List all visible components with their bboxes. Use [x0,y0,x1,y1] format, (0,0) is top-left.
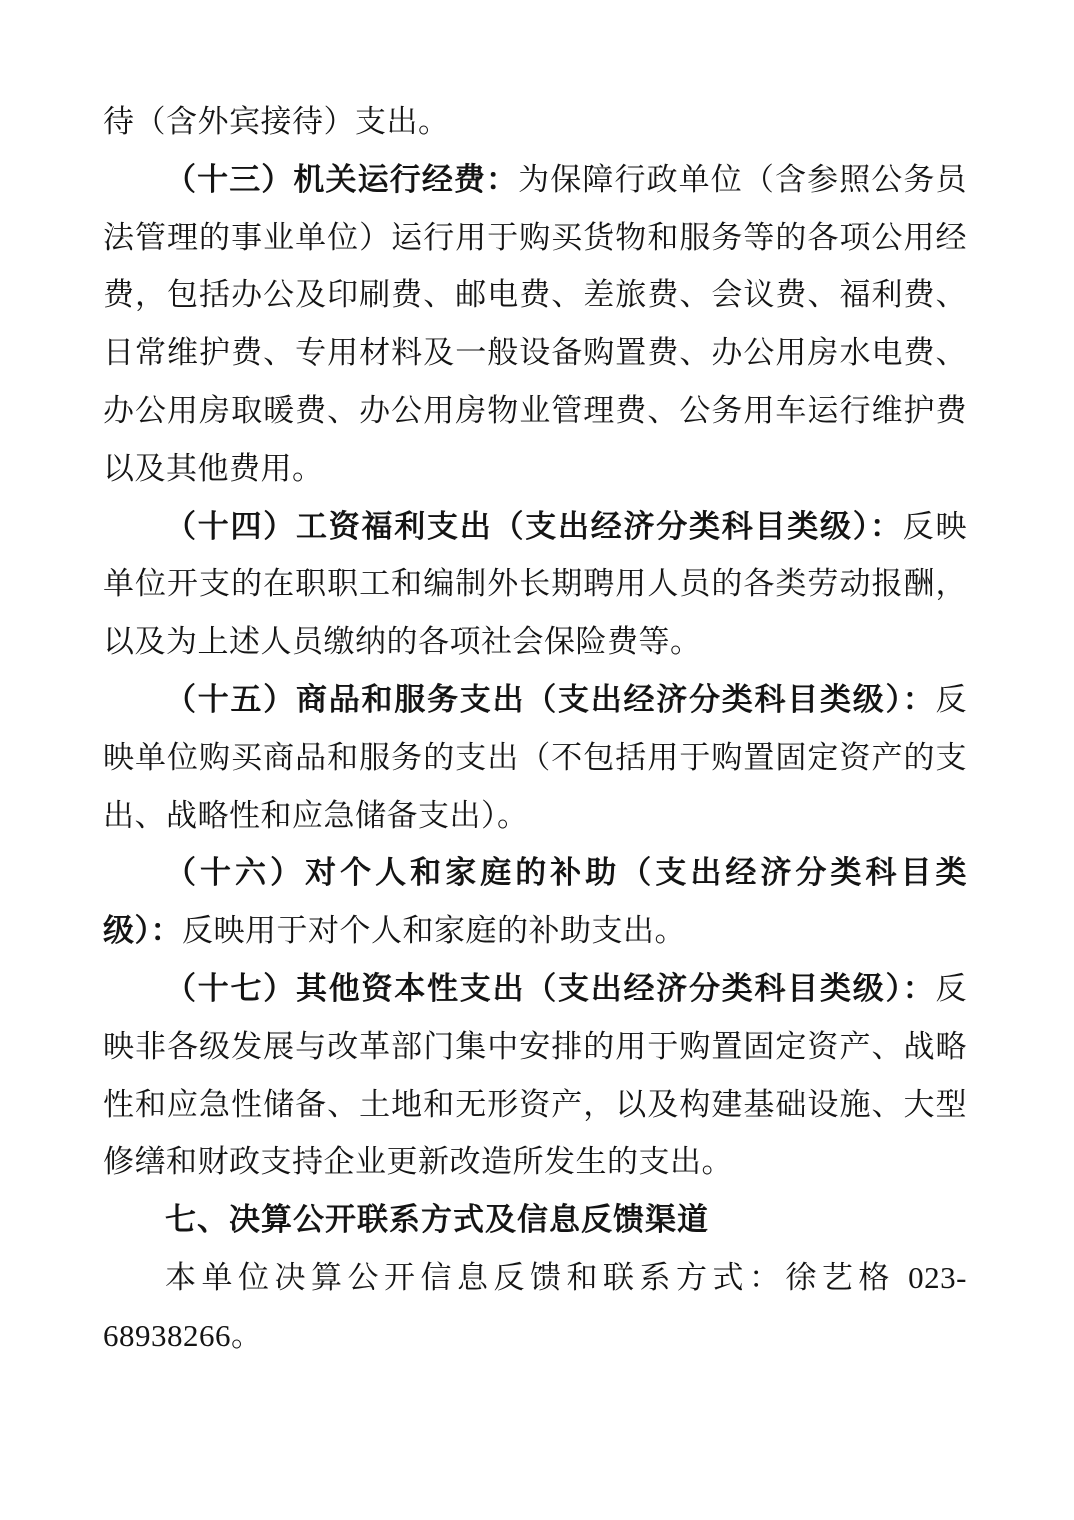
paragraph-body: 反映非各级发展与改革部门集中安排的用于购置固定资产、战略性和应急性储备、土地和无形资产，以及构建基础设施、大型修缮和财政支持企业更新改造所发生的支出。 [103,970,967,1180]
paragraph-14 [103,498,967,671]
contact-line [103,1249,967,1365]
paragraph-15 [103,671,967,844]
document-body [103,93,967,1365]
paragraph-lead: （十三）机关运行经费： [165,161,519,197]
section-heading-text: 七、决算公开联系方式及信息反馈渠道 [165,1202,709,1238]
paragraph-16 [103,844,967,960]
paragraph-body: 为保障行政单位（含参照公务员法管理的事业单位）运行用于购买货物和服务等的各项公用经费，包括办公及印刷费、邮电费、差旅费、会议费、福利费、日常维护费、专用材料及一般设备购置费、办公用房水电费、办公用房取暖费、办公用房物业管理费、公务用车运行维护费以及其他费用。 [103,161,968,486]
paragraph-continuation [103,93,967,151]
paragraph-lead: （十四）工资福利支出（支出经济分类科目类级）： [165,508,903,544]
section-heading [103,1191,967,1249]
paragraph-lead: （十六）对个人和家庭的补助（支出经济分类科目类级）： [103,855,967,949]
paragraph-body: 反映单位开支的在职职工和编制外长期聘用人员的各类劳动报酬，以及为上述人员缴纳的各项社会保险费等。 [103,508,967,660]
paragraph-lead: （十七）其他资本性支出（支出经济分类科目类级）： [165,970,936,1006]
paragraph-lead: （十五）商品和服务支出（支出经济分类科目类级）： [165,681,936,717]
paragraph-body: 反映单位购买商品和服务的支出（不包括用于购置固定资产的支出、战略性和应急储备支出）。 [103,681,967,833]
paragraph-17 [103,960,967,1191]
paragraph-body: 反映用于对个人和家庭的补助支出。 [182,913,686,949]
paragraph-13 [103,151,967,498]
contact-line-text: 本单位决算公开信息反馈和联系方式：徐艺格 023-68938266。 [103,1259,967,1353]
paragraph-body: 待（含外宾接待）支出。 [103,104,450,139]
